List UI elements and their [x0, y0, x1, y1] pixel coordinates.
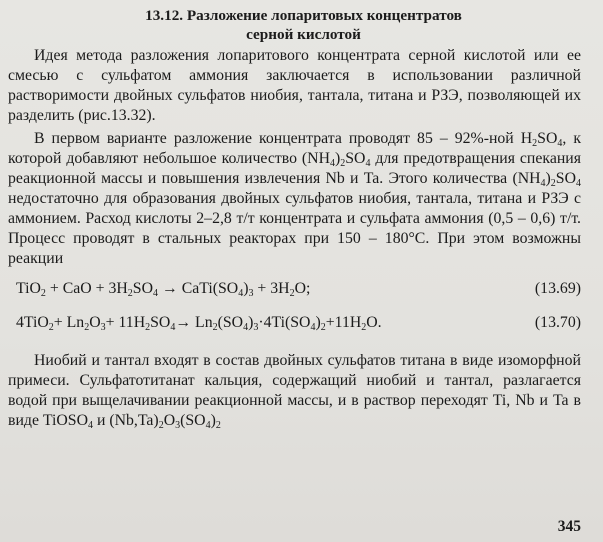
subscript: 2: [361, 322, 367, 333]
text-run: O.: [366, 314, 382, 331]
subscript: 3: [175, 420, 181, 431]
text-run: +11H: [325, 314, 362, 331]
subscript: 2: [145, 322, 151, 333]
subscript: 2: [212, 322, 218, 333]
subscript: 4: [557, 138, 563, 149]
subscript: 2: [340, 158, 346, 169]
subscript: 4: [540, 178, 546, 189]
text-run: ): [315, 314, 321, 331]
text-run: + Ln: [53, 314, 85, 331]
subscript: 2: [289, 288, 295, 299]
text-run: В первом варианте разложение концентрата проводят 85 – 92%-ной H: [34, 130, 533, 147]
subscript: 3: [100, 322, 106, 333]
subscript: 3: [248, 288, 254, 299]
text-run: O: [163, 412, 176, 429]
text-run: → CaTi(SO: [158, 280, 239, 297]
text-run: SO: [345, 150, 366, 167]
subscript: 4: [576, 178, 581, 189]
subscript: 2: [158, 420, 164, 431]
subscript: 2: [84, 322, 90, 333]
subscript: 4: [365, 158, 371, 169]
subscript: 2: [550, 178, 556, 189]
subscript: 4: [88, 420, 93, 431]
text-run: ): [335, 150, 341, 167]
equations-block: [8, 279, 581, 333]
text-run: Ниобий и тантал входят в состав двойных сульфатов титана в виде изоморфной примеси. Сульфатотитанат кальция, содержащий ниобий и тантал, разлагается водой при выщелачивании реакционной массы, и в раствор переходят Ti, Nb и Ta в виде TiOSO: [8, 352, 581, 429]
text-run: O;: [294, 280, 311, 297]
paragraph-method-idea: Идея метода разложения лопаритового концентрата серной кислотой или ее смесью с сульфатом аммония заключается в использовании различной растворимости двойных сульфатов ниобия, тантала, титана и РЗЭ, позволяющей их разделить (рис.13.32).: [8, 47, 581, 124]
text-run: TiO: [16, 280, 41, 297]
text-run: SO: [555, 170, 576, 187]
text-run: для предотвращения спекания реакционной массы и повышения извлечения Nb и Ta. Этого количества (NH: [8, 150, 582, 187]
subscript: 4: [238, 288, 244, 299]
page-number: 345: [557, 518, 581, 535]
equation-13-70: [8, 313, 581, 333]
equation-13-69: [8, 279, 581, 299]
section-heading: [8, 6, 581, 44]
equation-13-70-formula: [16, 313, 382, 333]
section-heading-line-2: серной кислотой: [246, 26, 361, 43]
equation-13-69-formula: [16, 279, 310, 299]
text-run: (SO: [217, 314, 244, 331]
text-run: SO: [150, 314, 171, 331]
subscript: 4: [205, 420, 211, 431]
text-run: SO: [537, 130, 558, 147]
text-run: O: [89, 314, 101, 331]
paragraph-first-variant: [8, 129, 581, 269]
subscript: 2: [215, 420, 221, 431]
equation-number: (13.69): [534, 280, 581, 297]
text-run: и (Nb,Ta): [93, 412, 159, 429]
subscript: 4: [170, 322, 176, 333]
paragraph-niobium-tantalum: [8, 351, 581, 431]
text-run: SO: [132, 280, 153, 297]
text-run: недостаточно для образования двойных сульфатов ниобия, тантала, титана и РЗЭ с аммонием. Расход кислоты 2–2,8 т/т концентрата и сульфата аммония (0,5 – 0,6) т/т. Процесс проводят в стальных реакторах при 150 – 180°С. При этом возможны реакции: [8, 190, 581, 267]
equation-number: (13.70): [534, 314, 581, 331]
subscript: 4: [330, 158, 335, 169]
section-heading-line-1: 13.12. Разложение лопаритовых концентратов: [145, 7, 462, 24]
text-run: , к которой добавляют небольшое количество (NH: [8, 130, 581, 167]
text-run: ): [545, 170, 551, 187]
subscript: 3: [253, 322, 259, 333]
subscript: 2: [48, 322, 54, 333]
text-run: 4TiO: [16, 314, 49, 331]
text-run: + 11H: [105, 314, 146, 331]
subscript: 2: [127, 288, 133, 299]
subscript: 2: [320, 322, 326, 333]
text-run: ): [243, 280, 249, 297]
text-run: ·4Ti(SO: [258, 314, 311, 331]
subscript: 4: [310, 322, 316, 333]
subscript: 2: [532, 138, 538, 149]
text-run: + 3H: [253, 280, 290, 297]
text-run: (SO: [180, 412, 206, 429]
text-run: ): [210, 412, 216, 429]
subscript: 4: [153, 288, 158, 299]
text-run: → Ln: [175, 314, 213, 331]
subscript: 2: [40, 288, 46, 299]
subscript: 4: [243, 322, 249, 333]
text-run: + CaO + 3H: [45, 280, 128, 297]
text-run: ): [248, 314, 254, 331]
